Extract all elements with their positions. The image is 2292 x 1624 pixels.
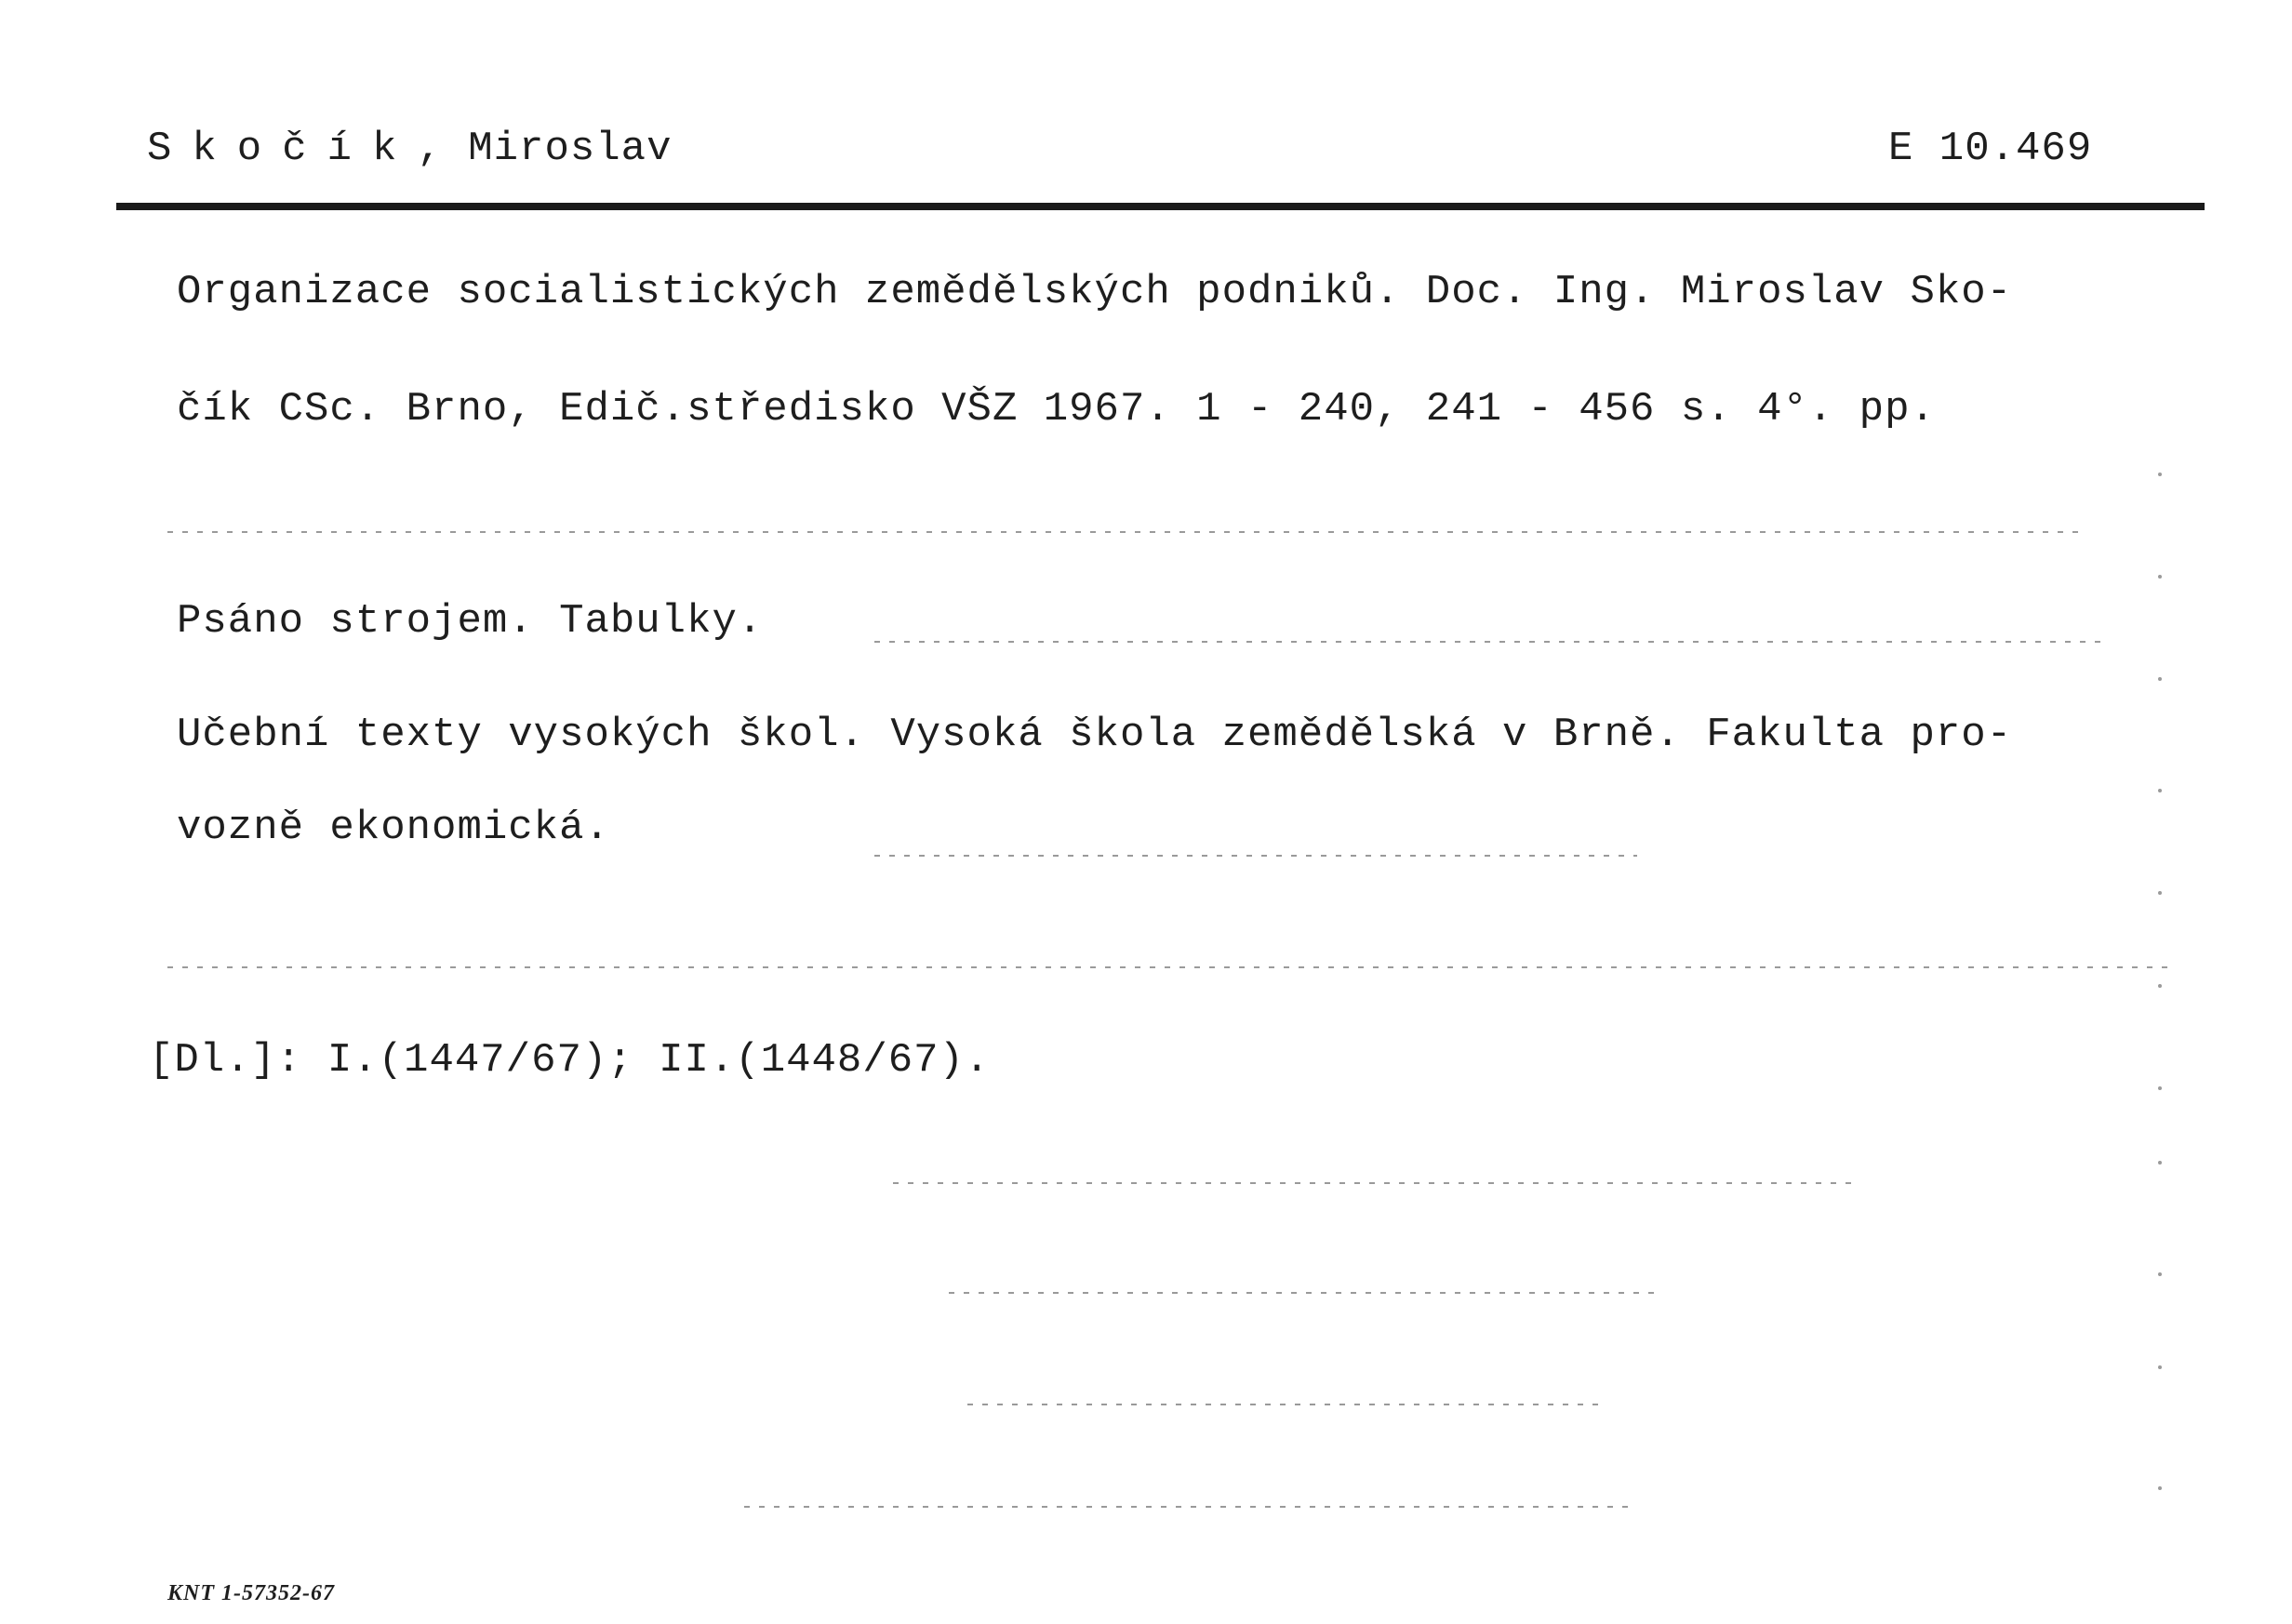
author-given-name: , Miroslav: [417, 126, 673, 172]
footer-print-code: KNT 1-57352-67: [167, 1581, 335, 1605]
series-line-1: Učební texty vysokých škol. Vysoká škola zemědělská v Brně. Fakulta pro-: [177, 712, 2013, 758]
title-line-1: Organizace socialistických zemědělských podniků. Doc. Ing. Miroslav Sko-: [177, 269, 2013, 315]
series-line-2: vozně ekonomická.: [177, 805, 610, 851]
volumes-line: [Dl.]: I.(1447/67); II.(1448/67).: [149, 1037, 991, 1084]
note-typescript: Psáno strojem. Tabulky.: [177, 598, 764, 645]
call-number: E 10.469: [1888, 126, 2093, 172]
author-surname: Skočík: [147, 126, 418, 172]
title-line-2: čík CSc. Brno, Edič.středisko VŠZ 1967. 1 - 240, 241 - 456 s. 4°. pp.: [177, 386, 1936, 433]
